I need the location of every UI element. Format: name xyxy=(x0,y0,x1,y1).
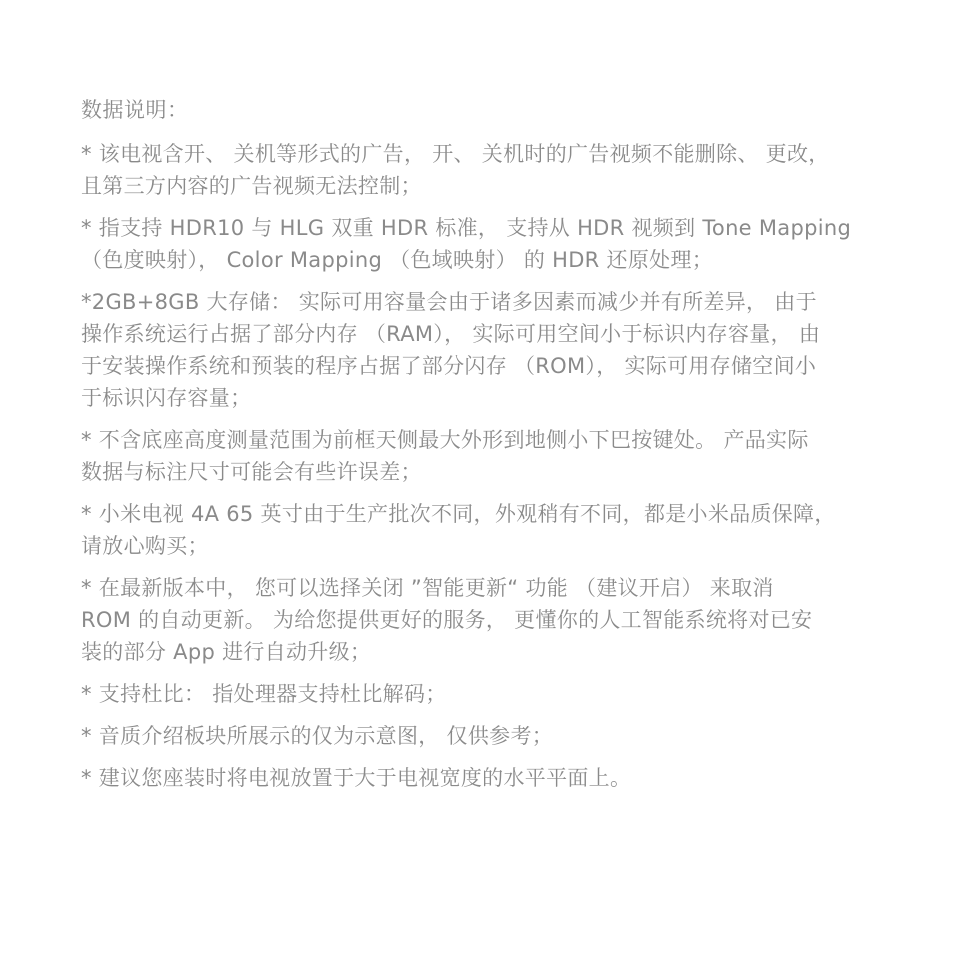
note-storage xyxy=(81,286,891,414)
note-line: 请放心购买； xyxy=(81,534,209,558)
note-line: * 指支持 HDR10 与 HLG 双重 HDR 标准， 支持从 HDR 视频到 Tone Mapping xyxy=(81,216,852,240)
note-line: 装的部分 App 进行自动升级； xyxy=(81,640,372,664)
note-dimensions xyxy=(81,424,891,488)
note-line: 操作系统运行占据了部分内存 （RAM）， 实际可用空间小于标识内存容量， 由 xyxy=(81,322,821,346)
note-installation xyxy=(81,762,891,794)
data-notes-document xyxy=(81,94,891,804)
note-line: ROM 的自动更新。 为给您提供更好的服务， 更懂你的人工智能系统将对已安 xyxy=(81,608,813,632)
note-ads xyxy=(81,138,891,202)
note-line: 于标识闪存容量； xyxy=(81,386,252,410)
note-line: * 不含底座高度测量范围为前框天侧最大外形到地侧小下巴按键处。 产品实际 xyxy=(81,428,809,452)
note-line: *2GB+8GB 大存储： 实际可用容量会由于诸多因素而减少并有所差异， 由于 xyxy=(81,290,817,314)
note-line: 数据与标注尺寸可能会有些许误差； xyxy=(81,460,422,484)
note-line: * 该电视含开、 关机等形式的广告， 开、 关机时的广告视频不能删除、 更改， xyxy=(81,142,830,166)
note-line: * 建议您座装时将电视放置于大于电视宽度的水平平面上。 xyxy=(81,766,632,790)
note-line: * 音质介绍板块所展示的仅为示意图， 仅供参考； xyxy=(81,724,554,748)
note-line: * 支持杜比： 指处理器支持杜比解码； xyxy=(81,682,447,706)
document-title: 数据说明： xyxy=(81,98,189,122)
note-smart-update xyxy=(81,572,891,668)
note-line: 于安装操作系统和预装的程序占据了部分闪存 （ROM）， 实际可用存储空间小 xyxy=(81,354,817,378)
note-line: （色度映射）， Color Mapping （色域映射） 的 HDR 还原处理； xyxy=(81,248,714,272)
note-line: * 小米电视 4A 65 英寸由于生产批次不同，外观稍有不同，都是小米品质保障， xyxy=(81,502,836,526)
note-appearance xyxy=(81,498,891,562)
note-audio-illustration xyxy=(81,720,891,752)
note-line: 且第三方内容的广告视频无法控制； xyxy=(81,174,422,198)
note-line: * 在最新版本中， 您可以选择关闭 ”智能更新“ 功能 （建议开启） 来取消 xyxy=(81,576,774,600)
note-hdr xyxy=(81,212,891,276)
note-dolby xyxy=(81,678,891,710)
